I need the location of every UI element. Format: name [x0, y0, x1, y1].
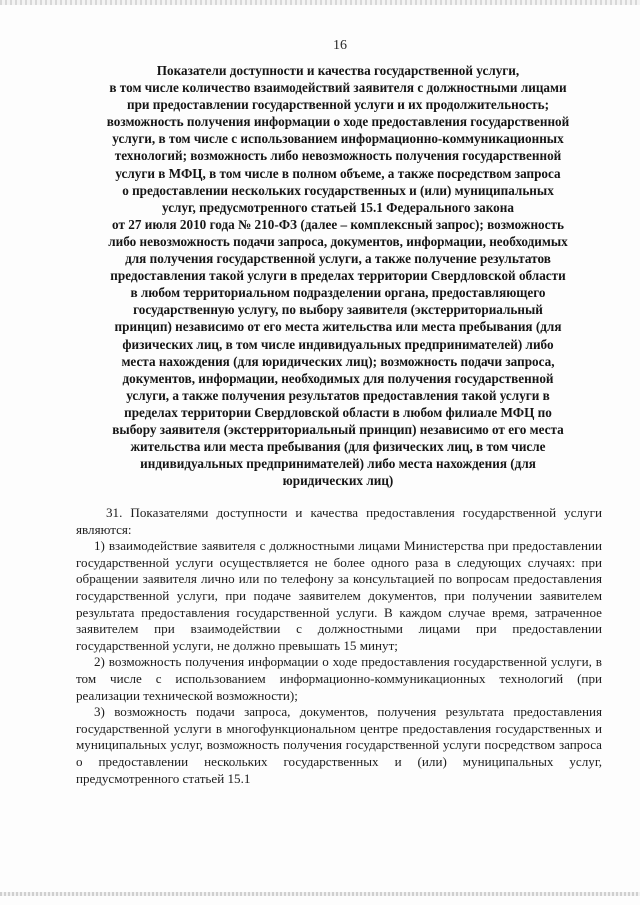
heading-line: индивидуальных предпринимателей) либо места нахождения (для [140, 456, 536, 472]
heading-line: услуг, предусмотренного статьей 15.1 Федерального закона [162, 199, 514, 215]
heading-line: при предоставлении государственной услуги и их продолжительность; [126, 97, 550, 113]
heading-line: от 27 июля 2010 года № 210-ФЗ (далее – комплексный запрос); возможность [112, 216, 564, 232]
heading-line: в том числе количество взаимодействий заявителя с должностными лицами [109, 80, 567, 96]
heading-line: выбору заявителя (экстерриториальный принцип) независимо от его места [112, 421, 564, 437]
heading-line: Показатели доступности и качества государственной услуги, [156, 63, 520, 78]
heading-line: возможность получения информации о ходе предоставления государственной [106, 114, 570, 130]
heading-line: физических лиц, в том числе индивидуальных предпринимателей) либо [122, 336, 554, 352]
list-item-2: 2) возможность получения информации о ходе предоставления государственной услуги, в том числе с использованием информационно-коммуникационных технологий (при реализации технической возможности); [76, 654, 602, 703]
heading-line: для получения государственной услуги, а также получение результатов [125, 251, 551, 267]
heading-line: технологий; возможность либо невозможность получения государственной [114, 148, 562, 164]
heading-line: либо невозможность подачи запроса, документов, информации, необходимых [108, 233, 568, 249]
heading-line: принцип) независимо от его места жительства или места пребывания (для [114, 319, 562, 335]
scan-top-edge [0, 0, 640, 5]
heading-line: предоставления такой услуги в пределах территории Свердловской области [110, 268, 566, 284]
section-heading [68, 62, 608, 489]
paragraph-31: 31. Показателями доступности и качества предоставления государственной услуги являются: [76, 505, 602, 537]
list-item-1: 1) взаимодействие заявителя с должностными лицами Министерства при предоставлении государственной услуги осуществляется не более одного раза в следующих случаях: при обращении заявителя лично или по телефону за консультацией по вопросам предоставления государственной услуги, при подаче заявителем документов, при получении заявителем результата предоставления государственной услуги. В каждом случае время, затраченное заявителем при взаимодействии с должностными лицами при предоставлении государственной услуги, не должно превышать 15 минут; [76, 538, 602, 653]
heading-line: о предоставлении нескольких государственных и (или) муниципальных [122, 182, 554, 198]
heading-line: жительства или места пребывания (для физических лиц, в том числе [130, 439, 546, 455]
heading-line: в любом территориальном подразделении органа, предоставляющего [130, 285, 546, 301]
body-text [76, 505, 602, 787]
heading-line: услуги в МФЦ, в том числе в полном объеме, а также посредством запроса [115, 165, 561, 181]
scan-bottom-edge [0, 892, 640, 896]
list-item-3: 3) возможность подачи запроса, документов, получения результата предоставления государственной услуги в многофункциональном центре предоставления государственных и муниципальных услуг, возможность получения государственной услуги посредством запроса о предоставлении нескольких государственных и (или) муниципальных услуг, предусмотренного статьей 15.1 [76, 704, 602, 786]
heading-line: услуги, в том числе с использованием информационно-коммуникационных [112, 131, 564, 147]
page-number: 16 [333, 38, 347, 53]
heading-line: государственную услугу, по выбору заявителя (экстерриториальный [133, 302, 543, 318]
heading-line: документов, информации, необходимых для получения государственной [122, 370, 554, 386]
heading-line: услуги, а также получения результатов предоставления такой услуги в [126, 387, 550, 403]
heading-line: места нахождения (для юридических лиц); возможность подачи запроса, [121, 353, 555, 369]
heading-line: юридических лиц) [282, 473, 394, 489]
heading-line: пределах территории Свердловской области в любом филиале МФЦ по [124, 404, 552, 420]
